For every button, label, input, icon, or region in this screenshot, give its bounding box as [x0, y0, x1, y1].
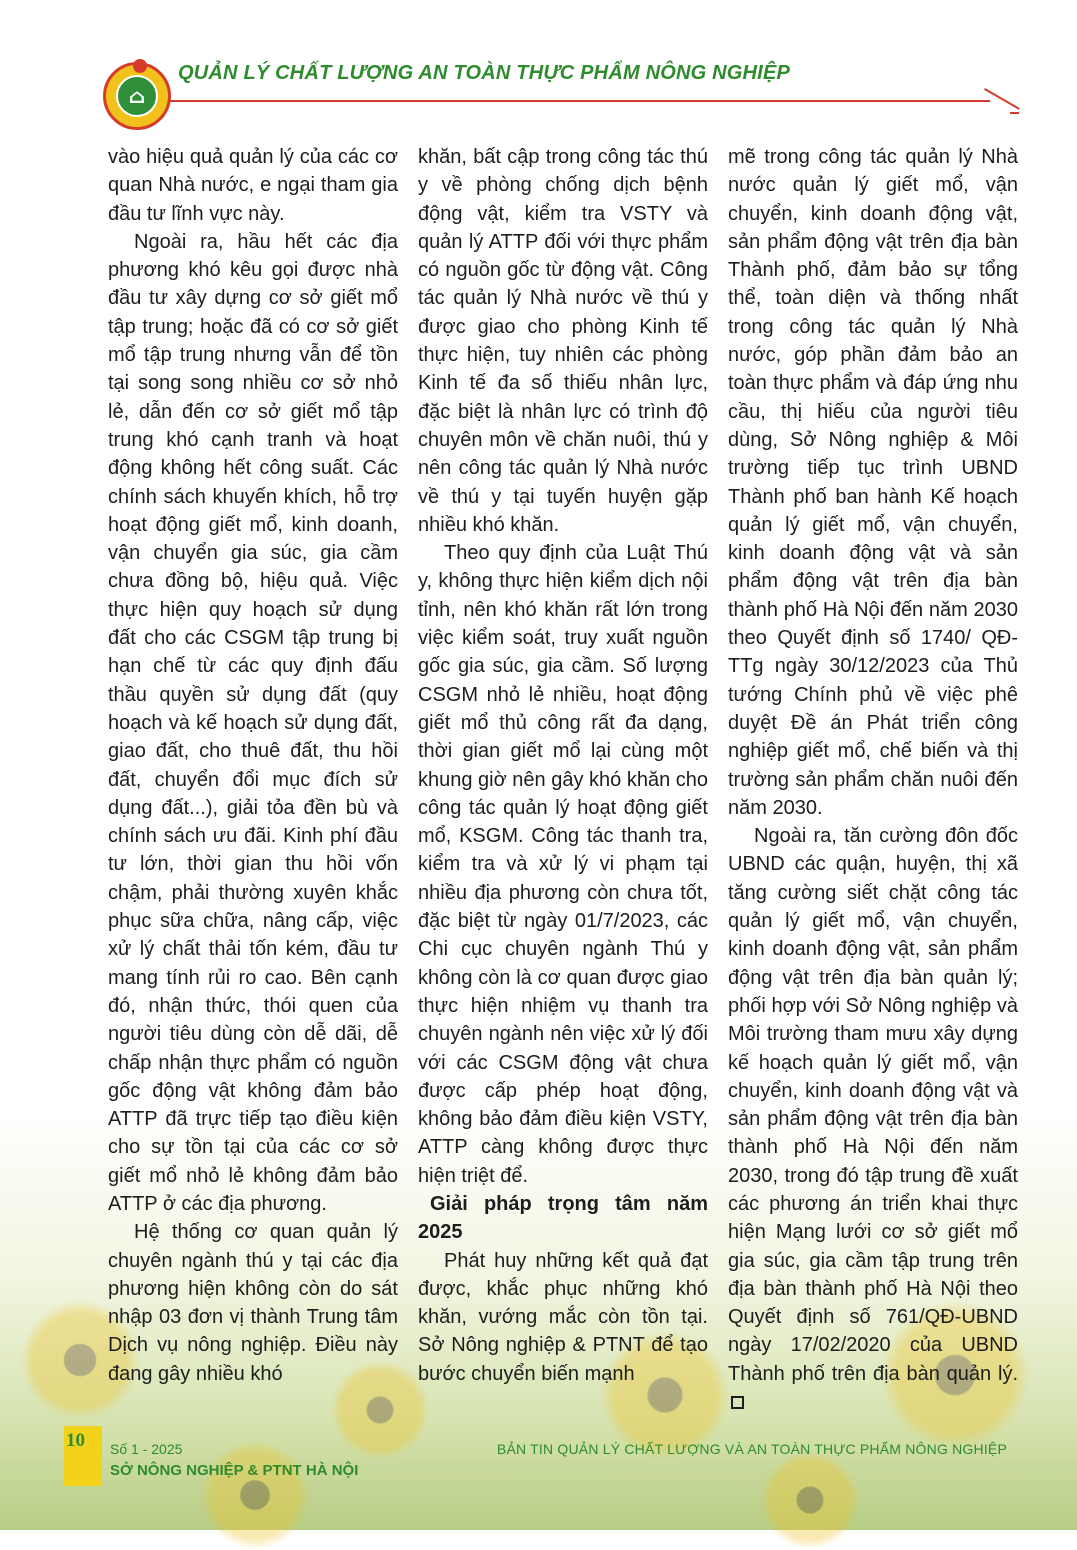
article-column-3: [728, 143, 1018, 1416]
header-rule-bend: [984, 88, 1020, 110]
sunflower-decoration: [200, 1440, 310, 1550]
article-column-1: [108, 143, 398, 1388]
section-title: QUẢN LÝ CHẤT LƯỢNG AN TOÀN THỰC PHẨM NÔNG NGHIỆP: [178, 62, 791, 84]
lotus-icon: [133, 59, 147, 73]
page-number: 10: [66, 1430, 85, 1451]
article-column-2: [418, 143, 708, 1388]
sunflower-decoration: [760, 1450, 860, 1550]
paragraph: mẽ trong công tác quản lý Nhà nước quản lý giết mổ, vận chuyển, kinh doanh động vật, sản phẩm động vật trên địa bàn Thành phố, đảm bảo sự tổng thể, toàn diện và thống nhất trong công tác quản lý Nhà nước, góp phần đảm bảo an toàn thực phẩm và đáp ứng nhu cầu, thị hiếu của người tiêu dùng, Sở Nông nghiệp & Môi trường tiếp tục trình UBND Thành phố ban hành Kế hoạch quản lý giết mổ, vận chuyển, kinh doanh động vật và sản phẩm động vật trên địa bàn thành phố Hà Nội đến năm 2030 theo Quyết định số 1740/ QĐ-TTg ngày 30/12/2023 của Thủ tướng Chính phủ về việc phê duyệt Đề án Phát triển công nghiệp giết mổ, chế biến và thị trường sản phẩm chăn nuôi đến năm 2030.: [728, 146, 1018, 819]
paragraph: [728, 822, 1018, 1416]
department-name: SỞ NÔNG NGHIỆP & PTNT HÀ NỘI: [110, 1462, 359, 1479]
bulletin-title: BẢN TIN QUẢN LÝ CHẤT LƯỢNG VÀ AN TOÀN THỰC PHẨM NÔNG NGHIỆP: [496, 1441, 1007, 1457]
agriculture-quality-emblem-icon: [103, 62, 171, 130]
paragraph: Hệ thống cơ quan quản lý chuyên ngành thú y tại các địa phương hiện không còn do sát nhập 03 đơn vị thành Trung tâm Dịch vụ nông nghiệp. Điều này đang gây nhiều khó: [108, 1221, 398, 1385]
paragraph: vào hiệu quả quản lý của các cơ quan Nhà nước, e ngại tham gia đầu tư lĩnh vực này.: [108, 146, 398, 225]
section-heading: Giải pháp trọng tâm năm 2025: [418, 1192, 708, 1244]
end-of-article-square-icon: [731, 1396, 744, 1409]
paragraph: Ngoài ra, hầu hết các địa phương khó kêu gọi được nhà đầu tư xây dựng cơ sở giết mổ tập trung; hoặc đã có cơ sở giết mổ tập trung nhưng vẫn để tồn tại song song nhiều cơ sở nhỏ lẻ, dẫn đến cơ sở giết mổ tập trung khó cạnh tranh và hoạt động không hết công suất. Các chính sách khuyến khích, hỗ trợ hoạt động giết mổ, kinh doanh, vận chuyển gia súc, gia cầm chưa đồng bộ, hiệu quả. Việc thực hiện quy hoạch sử dụng đất cho các CSGM tập trung bị hạn chế từ các quy định đấu thầu quyền sử dụng đất (quy hoạch và kế hoạch sử dụng đất, giao đất, cho thuê đất, thu hồi đất, chuyển đổi mục đích sử dụng đất...), giải tỏa đền bù và chính sách ưu đãi. Kinh phí đầu tư lớn, thời gian thu hồi vốn chậm, phải thường xuyên khắc phục sữa chữa, nâng cấp, việc xử lý chất thải tốn kém, đầu tư mang tính rủi ro cao. Bên cạnh đó, nhận thức, thói quen của người tiêu dùng còn dễ dãi, dễ chấp nhận thực phẩm có nguồn gốc động vật không đảm bảo ATTP đã trực tiếp tạo điều kiện cho sự tồn tại của các cơ sở giết mổ nhỏ lẻ không đảm bảo ATTP ở các địa phương.: [108, 230, 398, 1215]
header-rule-end: [1010, 112, 1019, 114]
paragraph: khăn, bất cập trong công tác thú y về phòng chống dịch bệnh động vật, kiểm tra VSTY và quản lý ATTP đối với thực phẩm có nguồn gốc từ động vật. Công tác quản lý Nhà nước về thú y được giao cho phòng Kinh tế thực hiện, tuy nhiên các phòng Kinh tế đa số thiếu nhân lực, đặc biệt là nhân lực có trình độ chuyên môn về chăn nuôi, thú y nên công tác quản lý Nhà nước về thú y tại tuyến huyện gặp nhiều khó khăn.: [418, 146, 708, 536]
page-header: [0, 0, 1077, 140]
paragraph: Phát huy những kết quả đạt được, khắc phục những khó khăn, vướng mắc còn tồn tại. Sở Nông nghiệp & PTNT để tạo bước chuyển biến mạnh: [418, 1249, 708, 1385]
paragraph: Theo quy định của Luật Thú y, không thực hiện kiểm dịch nội tỉnh, nên khó khăn rất lớn trong việc kiểm soát, truy xuất nguồn gốc gia súc, gia cầm. Số lượng CSGM nhỏ lẻ nhiều, hoạt động giết mổ thủ công rất đa dạng, thời gian giết mổ lại cùng một khung giờ nên gây khó khăn cho công tác quản lý hoạt động giết mổ, KSGM. Công tác thanh tra, kiểm tra và xử lý vi phạm tại nhiều địa phương còn chưa tốt, đặc biệt từ ngày 01/7/2023, các Chi cục chuyên ngành Thú y không còn là cơ quan được giao thực hiện nhiệm vụ thanh tra chuyên ngành nên việc xử lý đối với các CSGM động vật chưa được cấp phép hoạt động, không bảo đảm điều kiện VSTY, ATTP càng không được thực hiện triệt để.: [418, 542, 708, 1187]
issue-number: Số 1 - 2025: [110, 1441, 183, 1457]
header-rule: [170, 100, 990, 102]
gate-icon: ⌂: [116, 75, 158, 117]
paragraph-text: Ngoài ra, tăn cường đôn đốc UBND các quận, huyện, thị xã tăng cường siết chặt công tác quản lý giết mổ, vận chuyển, kinh doanh động vật, sản phẩm động vật trên địa bàn quản lý; phối hợp với Sở Nông nghiệp và Môi trường tham mưu xây dựng kế hoạch quản lý giết mổ, vận chuyển, kinh doanh động vật và sản phẩm động vật trên địa bàn thành phố Hà Nội đến năm 2030, trong đó tập trung đề xuất các phương án triển khai thực hiện Mạng lưới cơ sở giết mổ gia súc, gia cầm tập trung trên địa bàn thành phố Hà Nội theo Quyết định số 761/QĐ-UBND ngày 17/02/2020 của UBND Thành phố trên địa bàn quản lý.: [728, 825, 1018, 1385]
